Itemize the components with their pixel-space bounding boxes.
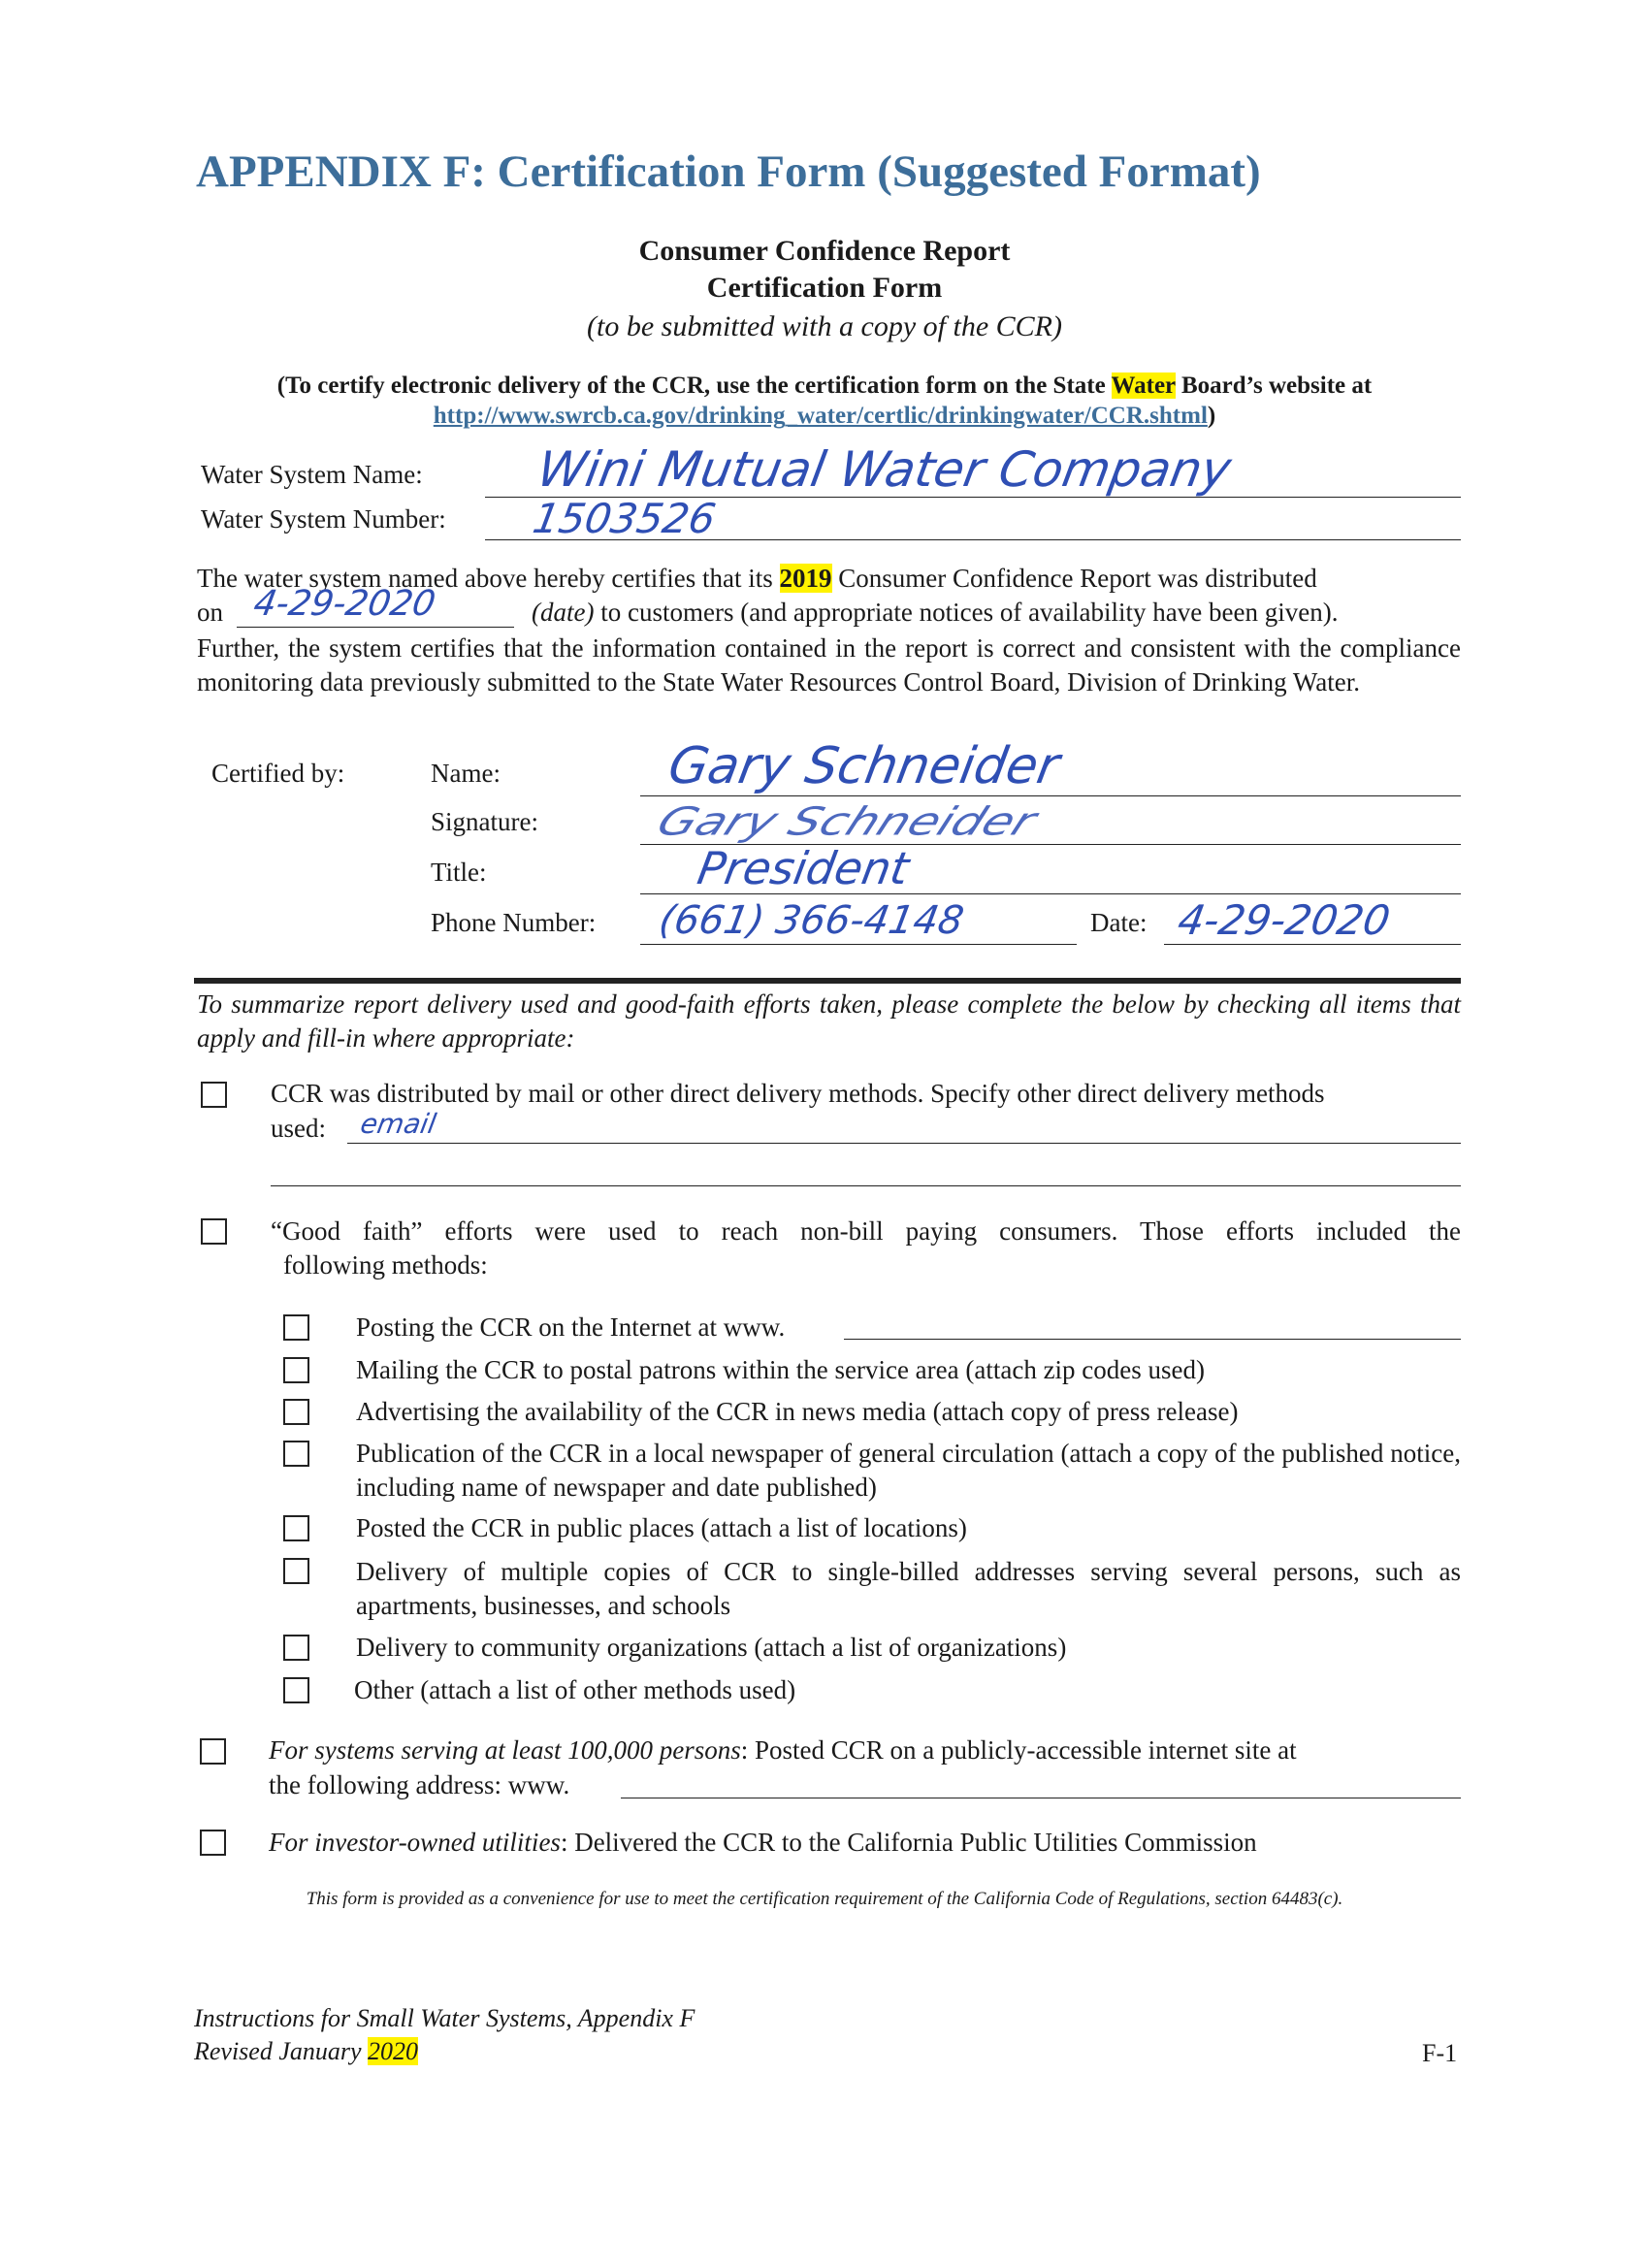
statement-text-2: Consumer Confidence Report was distributed: [831, 564, 1317, 593]
large-systems-italic: For systems serving at least 100,000 persons: [269, 1735, 741, 1765]
method-public-places-label: Posted the CCR in public places (attach a list of locations): [356, 1513, 967, 1542]
method-checkbox-newspaper[interactable]: [283, 1441, 309, 1467]
method-checkbox-other[interactable]: [283, 1677, 309, 1703]
mail-delivery-checkbox[interactable]: [201, 1082, 227, 1108]
report-year: 2019: [779, 564, 832, 593]
investor-utilities-checkbox[interactable]: [200, 1830, 226, 1856]
cert-phone-field[interactable]: (661) 366-4148: [655, 898, 967, 943]
used-line-2: [271, 1185, 1461, 1186]
electronic-note-text-2: Board’s website at: [1175, 373, 1373, 399]
method-internet-label: Posting the CCR on the Internet at www.: [356, 1312, 786, 1342]
water-system-number-label: Water System Number:: [201, 504, 446, 534]
distribution-date-field[interactable]: 4-29-2020: [250, 584, 438, 624]
statement-on: on: [197, 598, 223, 627]
cert-date-label: Date:: [1090, 908, 1148, 937]
ccr-website-link[interactable]: http://www.swrcb.ca.gov/drinking_water/certlic/drinkingwater/CCR.shtml: [433, 403, 1208, 429]
statement-text: The water system named above hereby certifies that its: [197, 564, 780, 593]
footer-revised: [194, 2037, 418, 2066]
used-label: used:: [271, 1114, 326, 1143]
method-checkbox-public-places[interactable]: [283, 1515, 309, 1541]
cert-phone-line: [640, 944, 1077, 945]
good-faith-label: “Good faith” efforts were used to reach non-bill paying consumers. Those efforts included the: [271, 1216, 1461, 1246]
cert-name-line: [640, 795, 1461, 796]
method-community-label: Delivery to community organizations (attach a list of organizations): [356, 1633, 1067, 1662]
cert-name-label: Name:: [431, 759, 501, 788]
cert-date-field[interactable]: 4-29-2020: [1174, 896, 1394, 944]
page-title: APPENDIX F: Certification Form (Suggested Format): [196, 146, 1261, 197]
subtitle-form: Certification Form: [706, 272, 943, 304]
method-checkbox-community[interactable]: [283, 1635, 309, 1661]
large-systems-address-label: the following address: www.: [269, 1770, 570, 1799]
water-system-number-field[interactable]: 1503526: [529, 495, 720, 542]
statement-paragraph: Further, the system certifies that the information contained in the report is correct and consistent with the compliance monitoring data previously submitted to the State Water Resources Control Board, Division of Drinking Water.: [197, 633, 1461, 697]
cert-phone-label: Phone Number:: [431, 908, 597, 937]
mail-delivery-label: CCR was distributed by mail or other direct delivery methods. Specify other direct delivery methods: [271, 1079, 1325, 1108]
subtitle-report: Consumer Confidence Report: [638, 235, 1011, 267]
electronic-note: [0, 373, 1649, 400]
electronic-note-text: (To certify electronic delivery of the CCR, use the certification form on the State: [276, 373, 1112, 399]
electronic-note-highlight: Water: [1111, 373, 1176, 399]
footer-instructions: Instructions for Small Water Systems, Appendix F: [194, 2004, 695, 2032]
method-checkbox-advertising[interactable]: [283, 1399, 309, 1425]
summary-instructions: To summarize report delivery used and good-faith efforts taken, please complete the below by checking all items that apply and fill-in where appropriate:: [197, 989, 1461, 1053]
footer-revised-text: Revised January: [194, 2037, 369, 2065]
investor-text: : Delivered the CCR to the California Public Utilities Commission: [560, 1828, 1257, 1857]
distribution-date-line: [237, 627, 514, 628]
method-internet-line: [844, 1339, 1461, 1340]
cert-signature-label: Signature:: [431, 807, 538, 836]
footer-revised-year: 2020: [368, 2037, 419, 2065]
cert-date-line: [1164, 944, 1461, 945]
method-checkbox-mailing[interactable]: [283, 1357, 309, 1383]
disclaimer: This form is provided as a convenience for use to meet the certification requirement of the California Code of Regulations, section 64483(c).: [306, 1889, 1343, 1909]
method-newspaper-label: Publication of the CCR in a local newspaper of general circulation (attach a copy of the published notice, including name of newspaper and date published): [356, 1439, 1461, 1502]
investor-italic: For investor-owned utilities: [269, 1828, 561, 1857]
used-line: [347, 1143, 1461, 1144]
url-close-paren: ): [1207, 403, 1216, 429]
statement-line-2: [532, 598, 1338, 628]
investor-utilities-label: [269, 1828, 1257, 1858]
large-systems-checkbox[interactable]: [200, 1738, 226, 1765]
method-checkbox-internet[interactable]: [283, 1314, 309, 1341]
good-faith-checkbox[interactable]: [201, 1218, 227, 1245]
electronic-url-row: [0, 403, 1649, 430]
statement-text-3: to customers (and appropriate notices of availability have been given).: [594, 598, 1339, 627]
method-checkbox-multiple-copies[interactable]: [283, 1558, 309, 1584]
certified-by-label: Certified by:: [211, 759, 345, 788]
cert-title-label: Title:: [431, 858, 487, 887]
method-mailing-label: Mailing the CCR to postal patrons within the service area (attach zip codes used): [356, 1355, 1206, 1384]
subtitle-note: (to be submitted with a copy of the CCR): [587, 310, 1062, 342]
large-systems-text: : Posted CCR on a publicly-accessible internet site at: [740, 1735, 1297, 1765]
cert-name-field[interactable]: Gary Schneider: [663, 737, 1064, 795]
page-number: F-1: [1422, 2039, 1458, 2067]
large-systems-label: [269, 1735, 1297, 1766]
method-other-label: Other (attach a list of other methods used): [354, 1675, 796, 1704]
method-advertising-label: Advertising the availability of the CCR in news media (attach copy of press release): [356, 1397, 1239, 1426]
water-system-name-label: Water System Name:: [201, 460, 423, 489]
good-faith-label-2: following methods:: [283, 1250, 488, 1280]
cert-signature-field[interactable]: Gary Schneider: [650, 798, 1044, 845]
delivery-methods-field[interactable]: email: [358, 1108, 439, 1140]
cert-title-field[interactable]: President: [694, 842, 914, 894]
date-label: (date): [532, 598, 595, 627]
method-multiple-copies-label: Delivery of multiple copies of CCR to single-billed addresses serving several persons, such as apartments, businesses, and schools: [356, 1557, 1461, 1620]
water-system-name-field[interactable]: Wini Mutual Water Company: [533, 441, 1236, 498]
section-divider: [194, 978, 1461, 984]
